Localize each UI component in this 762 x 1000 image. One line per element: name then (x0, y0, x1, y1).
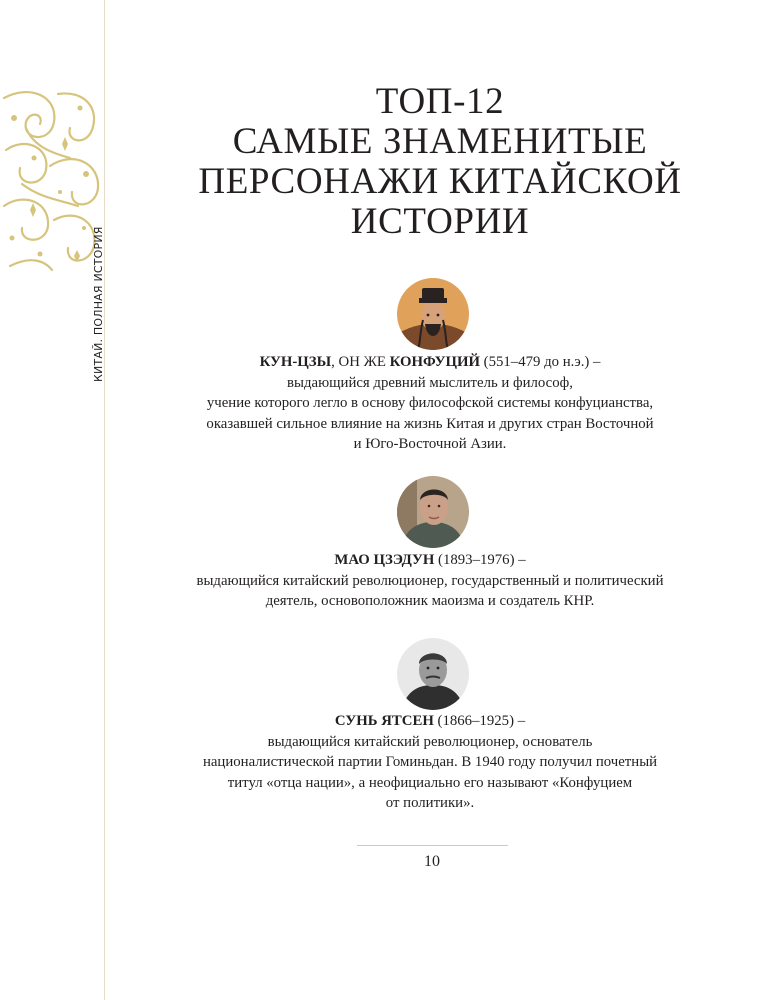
person-name: МАО ЦЗЭДУН (334, 552, 435, 568)
title-line: ИСТОРИИ (350, 201, 530, 242)
bio-line: выдающийся китайский революционер, основатель (267, 733, 593, 750)
bio-line: оказавшей сильное влияние на жизнь Китая и других стран Восточной (206, 415, 654, 432)
bio-sun-yat-sen (150, 711, 710, 814)
person-name: КУН-ЦЗЫ (259, 354, 332, 370)
bio-line: деятель, основоположник маоизма и создатель КНР. (265, 593, 595, 609)
bio-confucius (150, 352, 710, 455)
bio-line: и Юго-Восточной Азии. (353, 436, 507, 452)
title-line: САМЫЕ ЗНАМЕНИТЫЕ (232, 121, 648, 162)
bio-heading (150, 550, 710, 571)
life-dates: (1866–1925) – (433, 713, 526, 729)
page-title (150, 82, 730, 242)
margin-rule (104, 0, 105, 1000)
life-dates: (551–479 до н.э.) – (479, 354, 601, 370)
bio-line: от политики». (385, 795, 475, 811)
gold-ornament (0, 88, 104, 272)
person-name: СУНЬ ЯТСЕН (334, 713, 434, 729)
bio-line: националистической партии Гоминьдан. В 1940 году получил почетный (202, 754, 658, 770)
bio-line: выдающийся древний мыслитель и философ, (287, 374, 573, 391)
bio-line: учение которого легло в основу философской системы конфуцианства, (206, 395, 654, 411)
running-header: КИТАЙ. ПОЛНАЯ ИСТОРИЯ (92, 226, 105, 382)
page-number: 10 (424, 853, 440, 870)
confucius-portrait (397, 278, 469, 350)
title-line: ПЕРСОНАЖИ КИТАЙСКОЙ (198, 161, 682, 202)
title-line: ТОП-12 (375, 81, 505, 122)
bio-mao-zedong (150, 550, 710, 612)
bio-line: выдающийся китайский революционер, государственный и политический (196, 572, 664, 589)
footer-rule (357, 845, 508, 846)
mao-zedong-portrait (397, 476, 469, 548)
bio-heading: КУН-ЦЗЫ, ОН ЖЕ КОНФУЦИЙ (551–479 до н.э.) – (259, 354, 601, 370)
sun-yat-sen-portrait (397, 638, 469, 710)
bio-heading (150, 711, 710, 732)
bio-line: титул «отца нации», а неофициально его называют «Конфуцием (227, 774, 633, 791)
life-dates: (1893–1976) – (434, 552, 526, 568)
person-alt-name: КОНФУЦИЙ (389, 354, 480, 370)
